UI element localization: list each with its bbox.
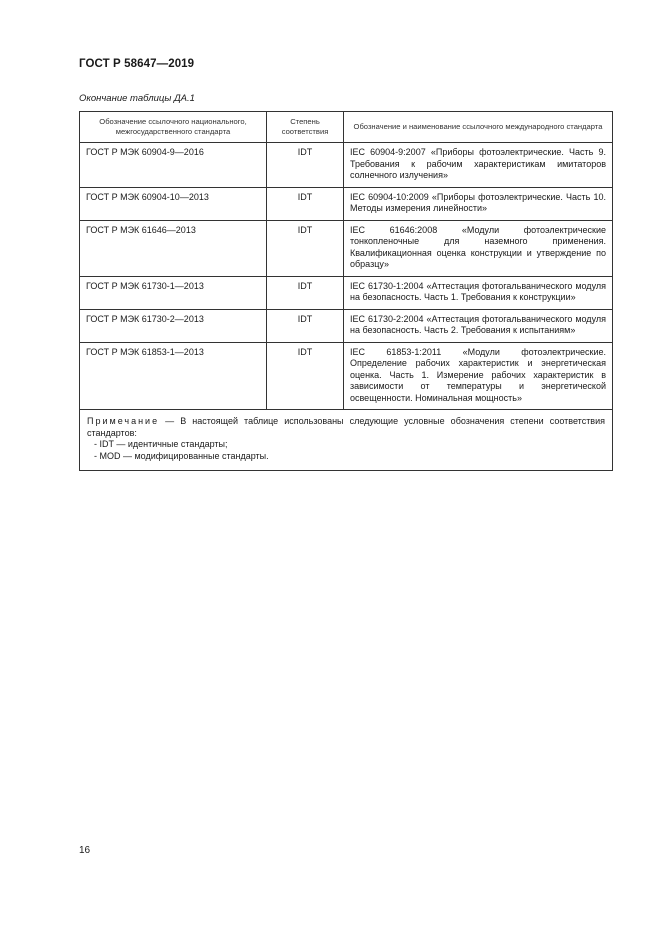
international-standard-cell: IEC 61646:2008 «Модули фотоэлектрические тонкопленочные для наземного применения. Квалификационная оценка конструкции и утверждение по образцу» [344,220,613,276]
document-number: ГОСТ Р 58647—2019 [79,58,195,70]
table-row [80,342,613,410]
reference-standards-table [79,111,613,471]
note-paragraph [87,416,605,439]
degree-cell: IDT [267,220,344,276]
international-standard-cell: IEC 60904-10:2009 «Приборы фотоэлектрические. Часть 10. Методы измерения линейности» [344,187,613,220]
header-degree: Степень соответствия [267,112,344,143]
table-row [80,187,613,220]
table-row [80,220,613,276]
note-text: — В настоящей таблице использованы следующие условные обозначения степени соответствия стандартов: [87,416,605,438]
note-item-mod: - MOD — модифицированные стандарты. [94,450,269,461]
degree-cell: IDT [267,342,344,410]
degree-cell: IDT [267,143,344,188]
national-standard-cell: ГОСТ Р МЭК 61646—2013 [80,220,267,276]
national-standard-cell: ГОСТ Р МЭК 61853-1—2013 [80,342,267,410]
table-caption: Окончание таблицы ДА.1 [79,93,195,104]
table-header-row [80,112,613,143]
national-standard-cell: ГОСТ Р МЭК 60904-9—2016 [80,143,267,188]
header-national-standard: Обозначение ссылочного национального, межгосударственного стандарта [80,112,267,143]
table-row [80,143,613,188]
note-item-idt: - IDT — идентичные стандарты; [94,439,228,449]
international-standard-cell: IEC 61853-1:2011 «Модули фотоэлектрические. Определение рабочих характеристик и энергетическая оценка. Часть 1. Измерение рабочих характеристик в зависимости от температуры и энергетической освещенности. Номинальная мощность» [344,342,613,410]
header-international-standard: Обозначение и наименование ссылочного международного стандарта [344,112,613,143]
table-row [80,309,613,342]
degree-cell: IDT [267,276,344,309]
note-label: Примечание [87,416,160,426]
international-standard-cell: IEC 61730-1:2004 «Аттестация фотогальванического модуля на безопасность. Часть 1. Требования к конструкции» [344,276,613,309]
table-row [80,276,613,309]
table-note-row [80,410,613,471]
international-standard-cell: IEC 61730-2:2004 «Аттестация фотогальванического модуля на безопасность. Часть 2. Требования к испытаниям» [344,309,613,342]
national-standard-cell: ГОСТ Р МЭК 61730-2—2013 [80,309,267,342]
table-note [80,410,613,471]
degree-cell: IDT [267,309,344,342]
national-standard-cell: ГОСТ Р МЭК 61730-1—2013 [80,276,267,309]
degree-cell: IDT [267,187,344,220]
international-standard-cell: IEC 60904-9:2007 «Приборы фотоэлектрические. Часть 9. Требования к рабочим характеристикам имитаторов солнечного излучения» [344,143,613,188]
national-standard-cell: ГОСТ Р МЭК 60904-10—2013 [80,187,267,220]
page-number: 16 [79,845,91,856]
